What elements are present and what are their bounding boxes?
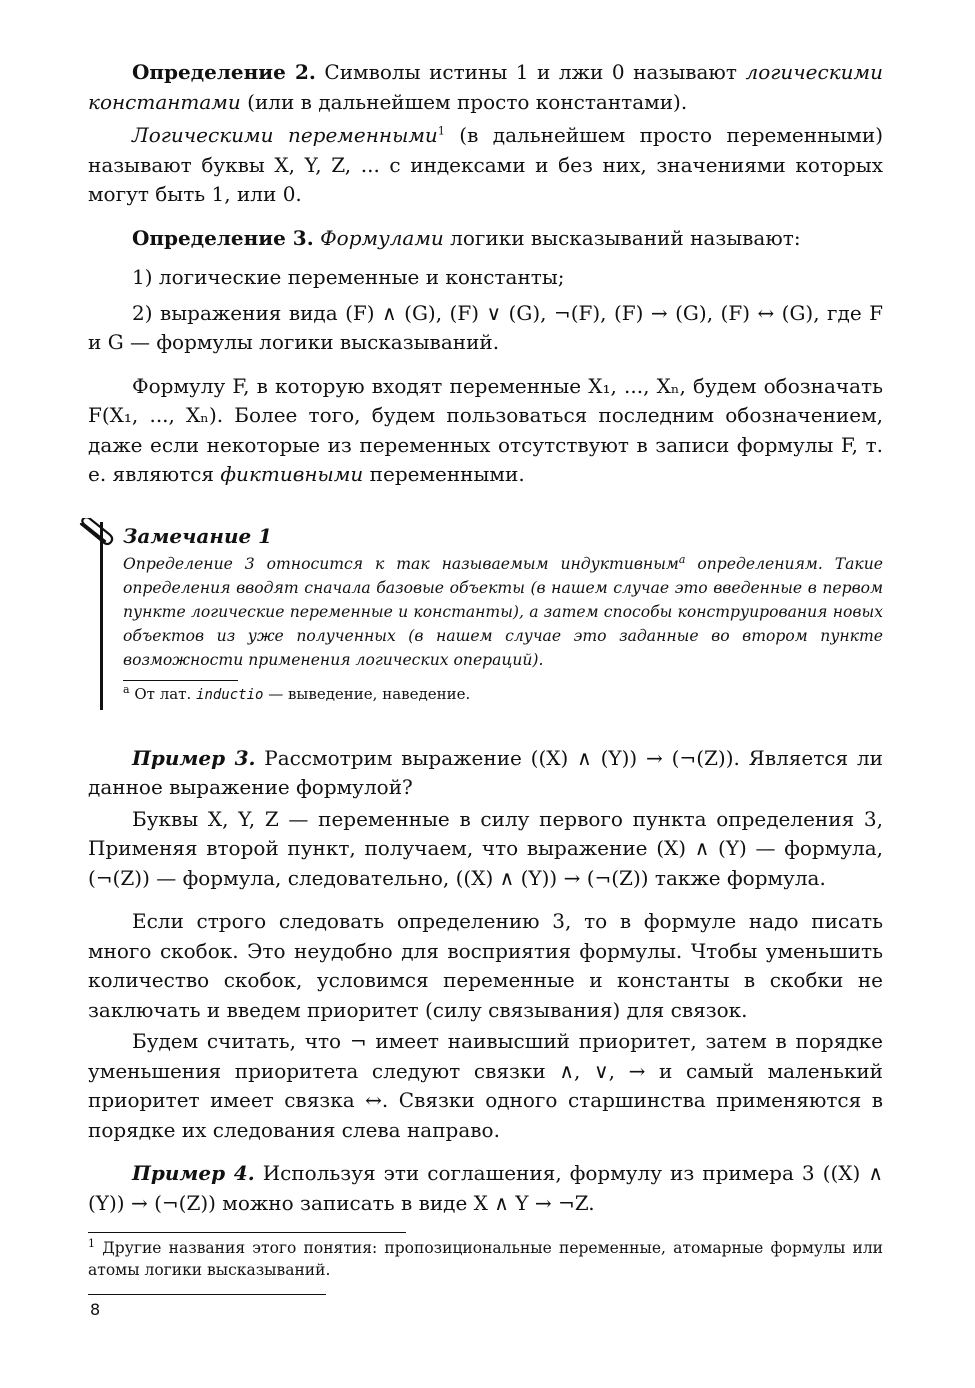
- example-3-text: Рассмотрим выражение ((X) ∧ (Y)) → (¬(Z)). Является ли данное выражение формулой?: [88, 745, 883, 799]
- page-content: [88, 58, 883, 1281]
- definition-2-text-end: (или в дальнейшем просто константами).: [240, 89, 688, 114]
- remark-footnote-text: От лат.: [129, 684, 197, 703]
- example-4-text: Используя эти соглашения, формулу из примера 3 ((X) ∧ (Y)) → (¬(Z)) можно записать в виде X ∧ Y → ¬Z.: [88, 1161, 883, 1215]
- footnote-ref-1[interactable]: 1: [437, 124, 445, 138]
- example-3-label: Пример 3.: [132, 745, 256, 770]
- example-4-label: Пример 4.: [132, 1161, 255, 1185]
- term-logical-constants: логическими константами: [88, 60, 883, 114]
- definition-3-item-1: 1) логические переменные и константы;: [132, 265, 565, 289]
- footnote-1: [88, 1237, 883, 1281]
- remark-box: [100, 522, 883, 710]
- remark-text-end: определениям. Такие определения вводят сначала базовые объекты (в нашем случае это введенные в первом пункте логические переменные и константы), а затем способы конструирования новых объектов из уже полученных (в нашем случае это заданные во втором пункте возможности применения логических операций).: [123, 554, 883, 669]
- remark-footnote-mark: a: [123, 682, 130, 696]
- priority-paragraph-2: Будем считать, что ¬ имеет наивысший приоритет, затем в порядке уменьшения приоритета следуют связки ∧, ∨, → и самый маленький приоритет имеет связка ↔. Связки одного старшинства применяются в порядке их следования слева направо.: [88, 1029, 883, 1142]
- remark-footnote: [123, 681, 883, 710]
- remark-footnote-word: inductio: [196, 686, 264, 703]
- example-4: [88, 1159, 883, 1218]
- priority-paragraph-1: Если строго следовать определению 3, то в формуле надо писать много скобок. Это неудобно для восприятия формулы. Чтобы уменьшить количество скобок, условимся переменные и константы в скобки не заключать и введем приоритет (силу связывания) для связок.: [88, 909, 883, 1022]
- definition-2-label: Определение 2.: [132, 60, 316, 84]
- remark-footnote-ref[interactable]: a: [678, 552, 686, 566]
- example-3-answer: Буквы X, Y, Z — переменные в силу первого пункта определения 3, Применяя второй пункт, получаем, что выражение (X) ∧ (Y) — формула, (¬(Z)) — формула, следовательно, ((X) ∧ (Y)) → (¬(Z)) также формула.: [88, 806, 883, 890]
- footnote-rule: [88, 1232, 406, 1233]
- footnote-1-text: Другие названия этого понятия: пропозициональные переменные, атомарные формулы или атомы логики высказываний.: [88, 1239, 883, 1279]
- footnote-1-mark: 1: [88, 1236, 95, 1250]
- formula-notation-text-end: переменными.: [363, 462, 525, 486]
- definition-2: [88, 58, 883, 117]
- paperclip-icon: [75, 518, 115, 548]
- logical-variables-text: (в дальнейшем просто переменными) называют буквы X, Y, Z, ... с индексами и без них, значениями которых могут быть 1, или 0.: [88, 123, 883, 206]
- definition-3-label: Определение 3.: [132, 225, 314, 250]
- definition-3-item-2: 2) выражения вида (F) ∧ (G), (F) ∨ (G), ¬(F), (F) → (G), (F) ↔ (G), где F и G — формулы логики высказываний.: [88, 300, 883, 354]
- remark-title: Замечание 1: [123, 523, 273, 548]
- definition-3-text: логики высказываний называют:: [443, 225, 801, 250]
- formula-notation-text: Формулу F, в которую входят переменные X₁, ..., Xₙ, будем обозначать F(X₁, ..., Xₙ). Более того, будем пользоваться последним обозначением, даже если некоторые из переменных отсутствуют в записи формулы F, т. е. являются: [88, 373, 883, 486]
- page-number: 8: [90, 1300, 101, 1319]
- formula-notation-paragraph: [88, 372, 883, 490]
- definition-3: [88, 224, 883, 254]
- term-fictitious: фиктивными: [220, 462, 364, 486]
- page-number-rule: [88, 1294, 326, 1295]
- definition-2-text: Символы истины 1 и лжи 0 называют: [324, 60, 746, 84]
- remark-text: Определение 3 относится к так называемым индуктивным: [123, 554, 679, 573]
- remark-body: [123, 552, 883, 672]
- term-logical-variables: Логическими переменными: [132, 123, 438, 147]
- term-formulas: Формулами: [320, 225, 444, 250]
- remark-footnote-text-end: — выведение, наведение.: [263, 684, 471, 703]
- example-3: [88, 744, 883, 803]
- logical-variables-paragraph: [88, 121, 883, 210]
